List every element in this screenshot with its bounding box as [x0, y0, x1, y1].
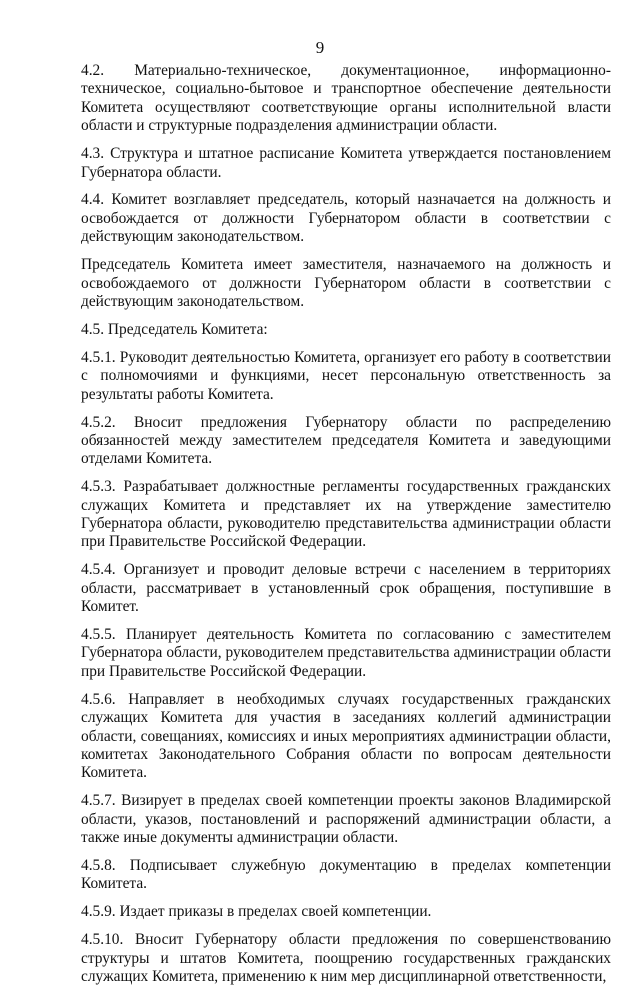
- paragraph-4-4: 4.4. Комитет возглавляет председатель, который назначается на должность и освобождается от должности Губернатором области в соответствии с действующим законодательством.: [81, 191, 611, 246]
- paragraph-4-5-1: 4.5.1. Руководит деятельностью Комитета, организует его работу в соответствии с полномочиями и функциями, несет персональную ответственность за результаты работы Комитета.: [81, 348, 611, 403]
- document-body: [81, 62, 611, 996]
- paragraph-4-5-4: 4.5.4. Организует и проводит деловые встречи с населением в территориях области, рассматривает в установленный срок обращения, поступившие в Комитет.: [81, 561, 611, 616]
- paragraph-4-5-6: 4.5.6. Направляет в необходимых случаях государственных гражданских служащих Комитета для участия в заседаниях коллегий администрации области, совещаниях, комиссиях и иных мероприятиях администрации области, комитетах Законодательного Собрания области по вопросам деятельности Комитета.: [81, 690, 611, 782]
- paragraph-4-5-3: 4.5.3. Разрабатывает должностные регламенты государственных гражданских служащих Комитета и представляет их на утверждение заместителю Губернатора области, руководителю представительства администрации области при Правительстве Российской Федерации.: [81, 478, 611, 551]
- paragraph-4-5-7: 4.5.7. Визирует в пределах своей компетенции проекты законов Владимирской области, указов, постановлений и распоряжений администрации области, а также иные документы администрации области.: [81, 792, 611, 847]
- paragraph-4-5: 4.5. Председатель Комитета:: [81, 320, 268, 338]
- paragraph-4-5-9: 4.5.9. Издает приказы в пределах своей компетенции.: [81, 903, 432, 921]
- paragraph-4-5-10: 4.5.10. Вносит Губернатору области предложения по совершенствованию структуры и штатов Комитета, поощрению государственных гражданских служащих Комитета, применению к ним мер дисциплинарной ответственности,: [81, 931, 611, 986]
- paragraph-4-5-2: 4.5.2. Вносит предложения Губернатору области по распределению обязанностей между заместителем председателя Комитета и заведующими отделами Комитета.: [81, 413, 611, 468]
- paragraph-4-5-8: 4.5.8. Подписывает служебную документацию в пределах компетенции Комитета.: [81, 857, 611, 893]
- paragraph-4-2: 4.2. Материально-техническое, документационное, информационно-техническое, социально-бытовое и транспортное обеспечение деятельности Комитета осуществляют соответствующие органы исполнительной власти области и структурные подразделения администрации области.: [81, 62, 611, 135]
- paragraph-4-5-5: 4.5.5. Планирует деятельность Комитета по согласованию с заместителем Губернатора области, руководителем представительства администрации области при Правительстве Российской Федерации.: [81, 626, 611, 680]
- page-number: 9: [315, 38, 325, 57]
- paragraph-4-3: 4.3. Структура и штатное расписание Комитета утверждается постановлением Губернатора области.: [81, 145, 611, 181]
- paragraph-deputy: Председатель Комитета имеет заместителя, назначаемого на должность и освобождаемого от должности Губернатором области в соответствии с действующим законодательством.: [81, 256, 611, 310]
